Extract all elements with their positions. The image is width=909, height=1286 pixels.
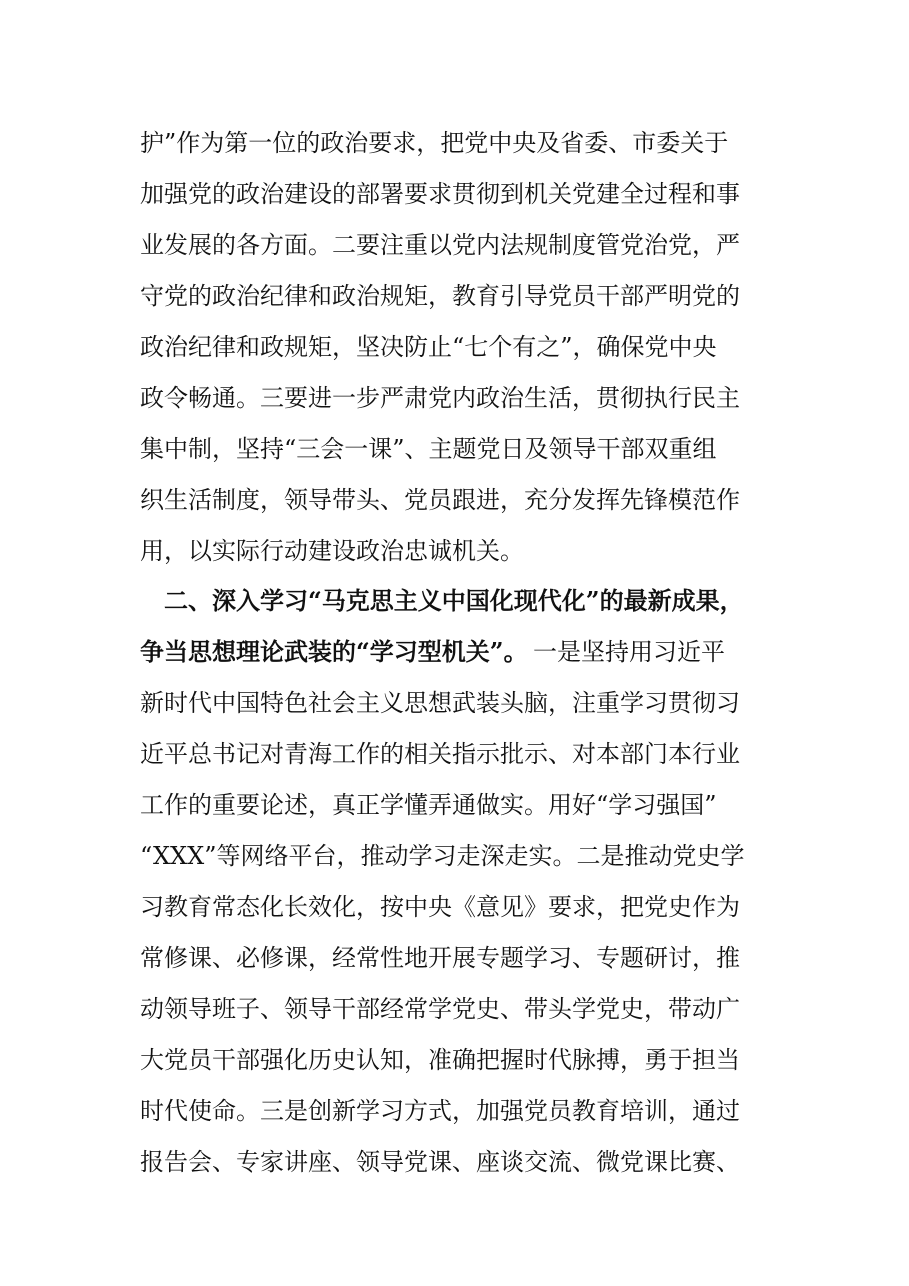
heading-continuation: 争当思想理论武装的“学习型机关”。 <box>140 637 528 666</box>
section-heading: 二、深入学习“马克思主义中国化现代化”的最新成果， <box>164 586 744 615</box>
text-line: 政令畅通。三要进一步严肃党内政治生活，贯彻执行民主 <box>140 384 740 412</box>
text-line: 工作的重要论述，真正学懂弄通做实。用好“学习强国” <box>140 791 717 819</box>
text-line: 织生活制度，领导带头、党员跟进，充分发挥先锋模范作 <box>140 486 740 514</box>
text-line: 用，以实际行动建设政治忠诚机关。 <box>140 537 524 565</box>
text-line: 习教育常态化长效化，按中央《意见》要求，把党史作为 <box>140 893 740 921</box>
text-line: 大党员干部强化历史认知，准确把握时代脉搏，勇于担当 <box>140 1046 740 1074</box>
text-line: 动领导班子、领导干部经常学党史、带头学党史，带动广 <box>140 995 740 1023</box>
text-line: 守党的政治纪律和政治规矩，教育引导党员干部严明党的 <box>140 282 740 310</box>
text-line: 新时代中国特色社会主义思想武装头脑，注重学习贯彻习 <box>140 689 740 717</box>
text-line: 加强党的政治建设的部署要求贯彻到机关党建全过程和事 <box>140 180 740 208</box>
text-line: 常修课、必修课，经常性地开展专题学习、专题研讨，推 <box>140 944 740 972</box>
text-line: “XXX”等网络平台，推动学习走深走实。二是推动党史学 <box>140 842 745 870</box>
text-line: 护”作为第一位的政治要求，把党中央及省委、市委关于 <box>140 129 729 157</box>
text-line: 集中制，坚持“三会一课”、主题党日及领导干部双重组 <box>140 435 717 463</box>
text-line: 争当思想理论武装的“学习型机关”。 一是坚持用习近平 <box>0 632 909 672</box>
text-line: 时代使命。三是创新学习方式，加强党员教育培训，通过 <box>140 1097 740 1125</box>
text-line: 业发展的各方面。二要注重以党内法规制度管党治党，严 <box>140 231 740 259</box>
text-line: 报告会、专家讲座、领导党课、座谈交流、微党课比赛、 <box>140 1148 740 1176</box>
text-line: 近平总书记对青海工作的相关指示批示、对本部门本行业 <box>140 740 740 768</box>
text-line: 政治纪律和政规矩，坚决防止“七个有之”，确保党中央 <box>140 333 717 361</box>
